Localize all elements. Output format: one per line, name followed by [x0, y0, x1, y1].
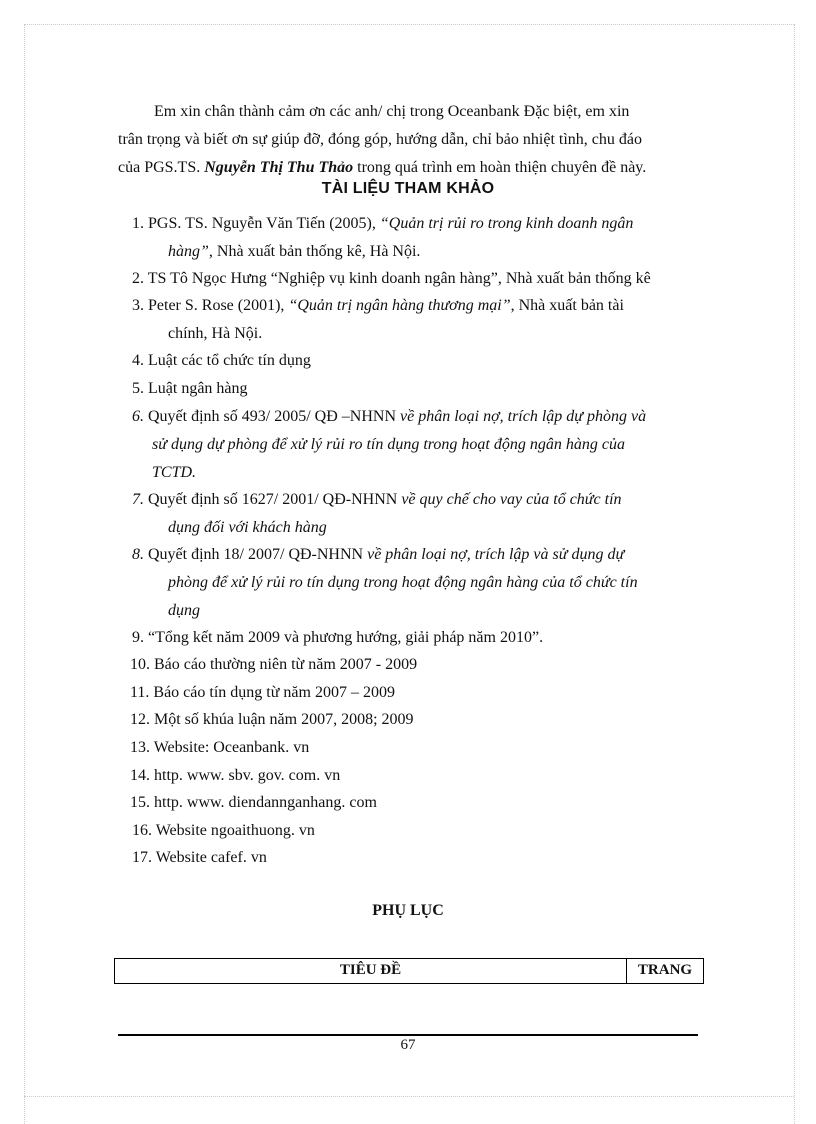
ref-text: Website cafef. vn [155, 849, 267, 866]
ref-number: 5. [132, 380, 148, 397]
appendix-col-page: TRANG [637, 962, 693, 978]
ref-number: 1. [132, 215, 148, 232]
ref-number: 2. [132, 270, 148, 287]
ref-title-cont-2: dụng [168, 602, 200, 619]
ref-number: 3. [132, 297, 148, 314]
ref-text: PGS. TS. Nguyễn Văn Tiến (2005), [148, 215, 380, 232]
supervisor-name: Nguyễn Thị Thu Thảo [204, 159, 354, 176]
ref-13 [130, 734, 690, 762]
ref-number: 6. [132, 408, 148, 425]
ref-publisher: , Nhà xuất bản thống kê, Hà Nội. [208, 243, 421, 260]
ref-title: về quy chế cho vay của tổ chức tín [401, 491, 622, 508]
page-number: 67 [400, 1037, 416, 1053]
intro-line-1 [118, 98, 698, 126]
ref-text: http. www. sbv. gov. com. vn [154, 767, 341, 784]
ref-7 [132, 486, 692, 542]
ref-number: 9. [132, 629, 148, 646]
intro-line-3-prefix: của PGS.TS. [118, 159, 205, 176]
ref-text: Báo cáo tín dụng từ năm 2007 – 2009 [153, 684, 395, 701]
ref-text: Quyết định 18/ 2007/ QĐ-NHNN [148, 546, 368, 563]
ref-text: Một số khúa luận năm 2007, 2008; 2009 [154, 711, 414, 728]
ref-text: “Tổng kết năm 2009 và phương hướng, giải pháp năm 2010”. [148, 629, 544, 646]
ref-text: Quyết định số 493/ 2005/ QĐ –NHNN [148, 408, 400, 425]
ref-title-line-2: sử dụng dự phòng để xử lý rủi ro tín dụng trong hoạt động ngân hàng của [152, 436, 625, 453]
ref-text: TS Tô Ngọc Hưng “Nghiệp vụ kinh doanh ngân hàng”, Nhà xuất bản thống kê [147, 270, 651, 287]
ref-title: “Quản trị ngân hàng thương mại” [288, 297, 511, 314]
ref-number: 16. [132, 822, 156, 839]
ref-text: Website ngoaithuong. vn [155, 822, 315, 839]
ref-title-cont: hàng” [168, 243, 209, 260]
ref-text: Website: Oceanbank. vn [153, 739, 310, 756]
footer-rule [118, 1034, 698, 1036]
ref-continuation: chính, Hà Nội. [168, 325, 263, 342]
ref-number: 13. [130, 739, 154, 756]
page-border-top [24, 24, 794, 25]
ref-text: Luật các tổ chức tín dụng [148, 352, 311, 369]
page-border-bottom [24, 1096, 794, 1097]
ref-1 [132, 210, 692, 266]
ref-10 [130, 651, 690, 679]
ref-text: Luật ngân hàng [148, 380, 248, 397]
ref-number: 11. [130, 684, 154, 701]
page-border-left [24, 24, 25, 1124]
ref-text: Quyết định số 1627/ 2001/ QĐ-NHNN [148, 491, 402, 508]
acknowledgement-paragraph [118, 98, 698, 182]
appendix-col-title: TIÊU ĐỀ [115, 959, 627, 983]
ref-3 [132, 292, 692, 348]
ref-continuation [132, 238, 692, 266]
ref-title: về phân loại nợ, trích lập và sử dụng dự [367, 546, 625, 563]
ref-title-cont: dụng đối với khách hàng [168, 519, 327, 536]
ref-number: 12. [130, 711, 154, 728]
ref-17 [132, 844, 692, 872]
ref-title-cont: phòng để xử lý rủi ro tín dụng trong hoạt động ngân hàng của tổ chức tín [168, 574, 638, 591]
page-border-right [794, 24, 795, 1124]
ref-title-line-3: TCTD. [152, 464, 197, 481]
ref-15 [130, 789, 690, 817]
ref-text: http. www. diendannganhang. com [154, 794, 377, 811]
ref-14 [130, 762, 690, 790]
ref-12 [130, 706, 690, 734]
ref-number: 4. [132, 352, 148, 369]
ref-number: 10. [130, 656, 154, 673]
intro-line-3 [118, 154, 698, 182]
ref-number: 8. [132, 546, 148, 563]
ref-16 [132, 817, 692, 845]
ref-title: “Quản trị rủi ro trong kinh doanh ngân [379, 215, 634, 232]
ref-number: 17. [132, 849, 156, 866]
intro-line-1-text: Em xin chân thành cảm ơn các anh/ chị trong Oceanbank Đặc biệt, em xin [154, 103, 630, 120]
ref-9 [132, 624, 712, 652]
intro-line-2: trân trọng và biết ơn sự giúp đỡ, đóng góp, hướng dẫn, chỉ bảo nhiệt tình, chu đáo [118, 131, 642, 148]
intro-line-3-suffix: trong quá trình em hoàn thiện chuyên đề này. [353, 159, 647, 176]
ref-8 [132, 541, 702, 625]
ref-2 [132, 265, 712, 293]
ref-text: Peter S. Rose (2001), [148, 297, 289, 314]
ref-publisher: , Nhà xuất bản tài [510, 297, 624, 314]
ref-number: 14. [130, 767, 154, 784]
appendix-title: PHỤ LỤC [372, 902, 444, 919]
ref-number: 7. [132, 491, 148, 508]
ref-title: về phân loại nợ, trích lập dự phòng và [400, 408, 647, 425]
appendix-table-header [114, 958, 704, 984]
references-title: TÀI LIỆU THAM KHẢO [321, 180, 495, 197]
ref-11 [130, 679, 690, 707]
ref-number: 15. [130, 794, 154, 811]
ref-6 [132, 403, 702, 487]
ref-5 [132, 375, 692, 403]
ref-4 [132, 347, 692, 375]
ref-text: Báo cáo thường niên từ năm 2007 - 2009 [154, 656, 418, 673]
